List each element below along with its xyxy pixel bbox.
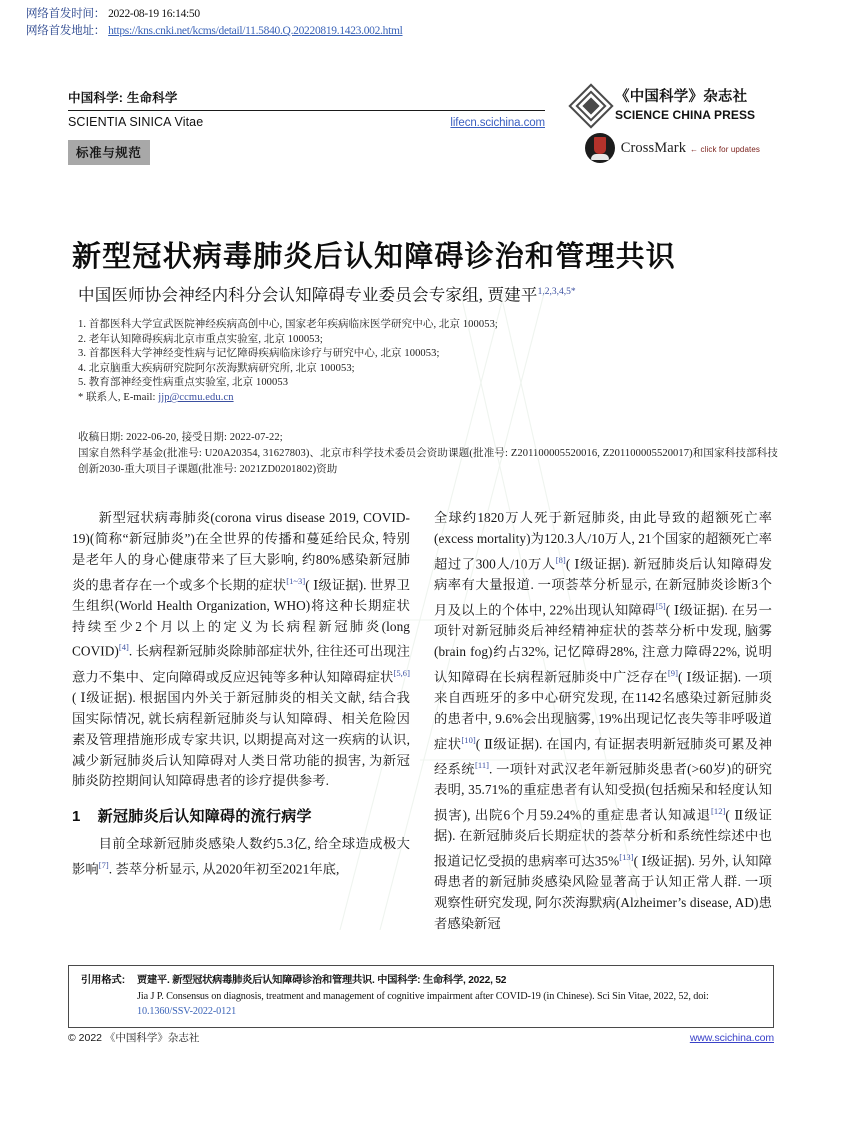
- publisher-name-en: SCIENCE CHINA PRESS: [615, 108, 756, 122]
- corresponding-author-line: [78, 391, 638, 406]
- publisher-text: [615, 88, 774, 124]
- crossmark-text: [621, 139, 760, 157]
- affiliation-item: 3. 首都医科大学神经变性病与记忆障碍疾病临床诊疗与研究中心, 北京 100053;: [78, 348, 440, 360]
- article-meta-block: [78, 430, 778, 478]
- crossmark-subtitle: [690, 145, 760, 154]
- paragraph-intro: [72, 508, 410, 792]
- epi-cont-e: ( Ⅱ级证据). 在国内, 有证据表明新冠肺炎可累及神经系统: [434, 736, 772, 777]
- copyright-text: © 2022 《中国科学》杂志社: [68, 1032, 200, 1044]
- citation-line: [81, 973, 763, 1019]
- publisher-logo-block: [574, 88, 774, 163]
- header-divider-rule: [68, 110, 545, 111]
- affiliation-item: 5. 教育部神经变性病重点实验室, 北京 100053: [78, 377, 289, 389]
- affiliation-item: 1. 首都医科大学宣武医院神经疾病高创中心, 国家老年疾病临床医学研究中心, 北京 100053;: [78, 319, 498, 330]
- body-columns: [72, 508, 772, 933]
- author-list: 中国医师协会神经内科分会认知障碍专业委员会专家组, 贾建平: [78, 285, 538, 305]
- corresponding-author-label: * 联系人, E-mail:: [78, 391, 159, 403]
- section-number: 1: [72, 808, 81, 826]
- footer-website-link[interactable]: www.scichina.com: [689, 1032, 774, 1044]
- citation-body: [137, 973, 763, 1019]
- intro-text-c: . 长病程新冠肺炎除肺部症状外, 往往还可出现注意力不集中、定向障碍或反应迟钝等多种认知障碍症状: [72, 643, 410, 685]
- reference-marker[interactable]: [13]: [619, 852, 634, 863]
- citation-chinese: 贾建平. 新型冠状病毒肺炎后认知障碍诊治和管理共识. 中国科学: 生命科学, 2022, 52: [137, 975, 507, 986]
- author-affiliation-superscript: 1,2,3,4,5*: [537, 287, 576, 297]
- epi-cont-f: . 一项针对武汉老年新冠肺炎患者(>60岁)的研究表明, 35.71%的重症患者有认知受损(包括痴呆和轻度认知损害), 出院6个月59.24%的重症患者认知减退: [434, 761, 772, 823]
- section-heading-1: [72, 806, 410, 828]
- science-china-press-logo: [574, 88, 774, 124]
- crossmark-badge[interactable]: [574, 133, 760, 163]
- citation-english-text: Jia J P. Consensus on diagnosis, treatment and management of cognitive impairment after COVID-19 (in Chinese). Sci Sin Vitae, 2022, 52, doi:: [137, 991, 709, 1002]
- paragraph-epidemiology-cont: [434, 508, 772, 933]
- publisher-name-cn: 《中国科学》杂志社: [615, 89, 748, 105]
- intro-text-d: ( Ⅰ级证据). 根据国内外关于新冠肺炎的相关文献, 结合我国实际情况, 就长病程新冠肺炎与认知障碍、相关危险因素及管理措施形成专家共识, 以期提高对这一疾病的认识, 减少新冠肺炎后认知障碍对人类日常功能的损害, 为新冠肺炎防控期间认知障碍患者的诊疗提供参考.: [72, 690, 410, 789]
- cnki-time-row: [26, 6, 816, 23]
- crossmark-title: CrossMark: [620, 140, 687, 156]
- epi-text-a: 目前全球新冠肺炎感染人数约5.3亿, 给全球造成极大影响: [72, 836, 410, 877]
- reference-marker[interactable]: [5,6]: [393, 667, 410, 678]
- crossmark-subtitle-text: click for updates: [700, 145, 760, 154]
- reference-marker[interactable]: [7]: [98, 860, 109, 871]
- crossmark-arrow-icon: ←: [690, 145, 699, 154]
- reference-marker[interactable]: [9]: [667, 667, 678, 678]
- reference-marker[interactable]: [5]: [655, 600, 666, 611]
- journal-website-link[interactable]: lifecn.scichina.com: [450, 117, 545, 129]
- body-column-right: [434, 508, 772, 933]
- journal-name-cn: 中国科学: 生命科学: [68, 91, 178, 105]
- reference-marker[interactable]: [12]: [711, 806, 726, 817]
- crossmark-icon: [585, 133, 615, 163]
- epi-text-b: . 荟萃分析显示, 从2020年初至2021年底,: [108, 861, 340, 877]
- citation-label: 引用格式:: [81, 975, 126, 986]
- reference-marker[interactable]: [11]: [474, 759, 490, 770]
- reference-marker[interactable]: [8]: [555, 554, 566, 565]
- journal-header: [68, 88, 774, 165]
- cnki-url-row: [26, 23, 816, 40]
- citation-english: [137, 989, 763, 1019]
- epi-cont-g: ( Ⅱ级证据). 在新冠肺炎后长期症状的荟萃分析和系统性综述中也报道记忆受损的患病率可达35%: [434, 807, 772, 869]
- epi-cont-c: ( Ⅰ级证据). 在另一项针对新冠肺炎后神经精神症状的荟萃分析中发现, 脑雾(brain fog)约占32%, 记忆障碍28%, 注意力障碍22%, 说明认知障碍在长病程新冠肺炎中广泛存在: [434, 602, 772, 685]
- article-authors: [78, 281, 778, 307]
- affiliations-list: [78, 318, 638, 406]
- affiliation-item: 2. 老年认知障碍疾病北京市重点实验室, 北京 100053;: [78, 333, 323, 345]
- affiliation-item: 4. 北京脑重大疾病研究院阿尔茨海默病研究所, 北京 100053;: [78, 362, 355, 374]
- citation-doi-link[interactable]: 10.1360/SSV-2022-0121: [137, 1006, 237, 1017]
- cnki-url-label: 网络首发地址：: [26, 25, 106, 37]
- epi-cont-h: ( Ⅰ级证据). 另外, 认知障碍患者的新冠肺炎感染风险显著高于认知正常人群. 一项观察性研究发现, 阿尔茨海默病(Alzheimer’s disease, AD)患者感染新冠: [434, 853, 772, 932]
- journal-titles-block: [68, 88, 545, 165]
- funding-statement: 国家自然科学基金(批准号: U20A20354, 31627803)、北京市科学技术委员会资助课题(批准号: Z201100005520016, Z201100005520017)和国家科技部科技创新2030-重大项目子课题(批准号: 2021ZD0201802)资助: [78, 448, 778, 475]
- reference-marker[interactable]: [4]: [118, 642, 129, 653]
- reference-marker[interactable]: [10]: [461, 734, 476, 745]
- reference-marker[interactable]: [1~3]: [286, 575, 306, 586]
- cnki-url-link[interactable]: https://kns.cnki.net/kcms/detail/11.5840.Q.20220819.1423.002.html: [108, 25, 403, 37]
- corresponding-author-email-link[interactable]: jjp@ccmu.edu.cn: [158, 391, 234, 403]
- article-title: 新型冠状病毒肺炎后认知障碍诊治和管理共识: [72, 241, 677, 274]
- section-title: 新冠肺炎后认知障碍的流行病学: [97, 808, 312, 826]
- received-accepted-dates: 收稿日期: 2022-06-20, 接受日期: 2022-07-22;: [78, 432, 283, 443]
- page-footer: [68, 1030, 774, 1045]
- epi-cont-d: ( Ⅰ级证据). 一项来自西班牙的多中心研究发现, 在1142名感染过新冠肺炎的患者中, 9.6%会出现脑雾, 19%出现记忆丧失等非呼吸道症状: [434, 669, 772, 752]
- epi-cont-a: 全球约1820万人死于新冠肺炎, 由此导致的超额死亡率(excess mortality)为120.3人/10万人, 21个国家的超额死亡率超过了300人/10万人: [434, 510, 772, 572]
- intro-text-a: 新型冠状病毒肺炎(corona virus disease 2019, COVID-19)(简称“新冠肺炎”)在全世界的传播和蔓延给民众, 特别是老年人的身心健康带来了巨大影响, 约80%感染新冠肺炎的患者存在一个或多个长期的症状: [72, 510, 410, 592]
- paragraph-epidemiology: [72, 834, 410, 880]
- cnki-time-value: 2022-08-19 16:14:50: [108, 8, 200, 20]
- journal-name-en: SCIENTIA SINICA Vitae: [68, 115, 204, 129]
- article-type-badge: 标准与规范: [68, 140, 150, 165]
- cnki-time-label: 网络首发时间：: [26, 8, 106, 20]
- epi-cont-b: ( Ⅰ级证据). 新冠肺炎后认知障碍发病率有大量报道. 一项荟萃分析显示, 在新冠肺炎诊断3个月及以上的个体中, 22%出现认知障碍: [434, 556, 772, 618]
- intro-text-b: ( Ⅰ级证据). 世界卫生组织(World Health Organization, WHO)将这种长期症状持续至少2个月以上的定义为长病程新冠肺炎(long COVID): [72, 576, 410, 659]
- cnki-prepublication-banner: [26, 6, 816, 40]
- science-china-press-mark-icon: [567, 82, 615, 130]
- citation-format-box: [68, 965, 774, 1028]
- journal-en-row: [68, 115, 545, 129]
- body-column-left: [72, 508, 410, 933]
